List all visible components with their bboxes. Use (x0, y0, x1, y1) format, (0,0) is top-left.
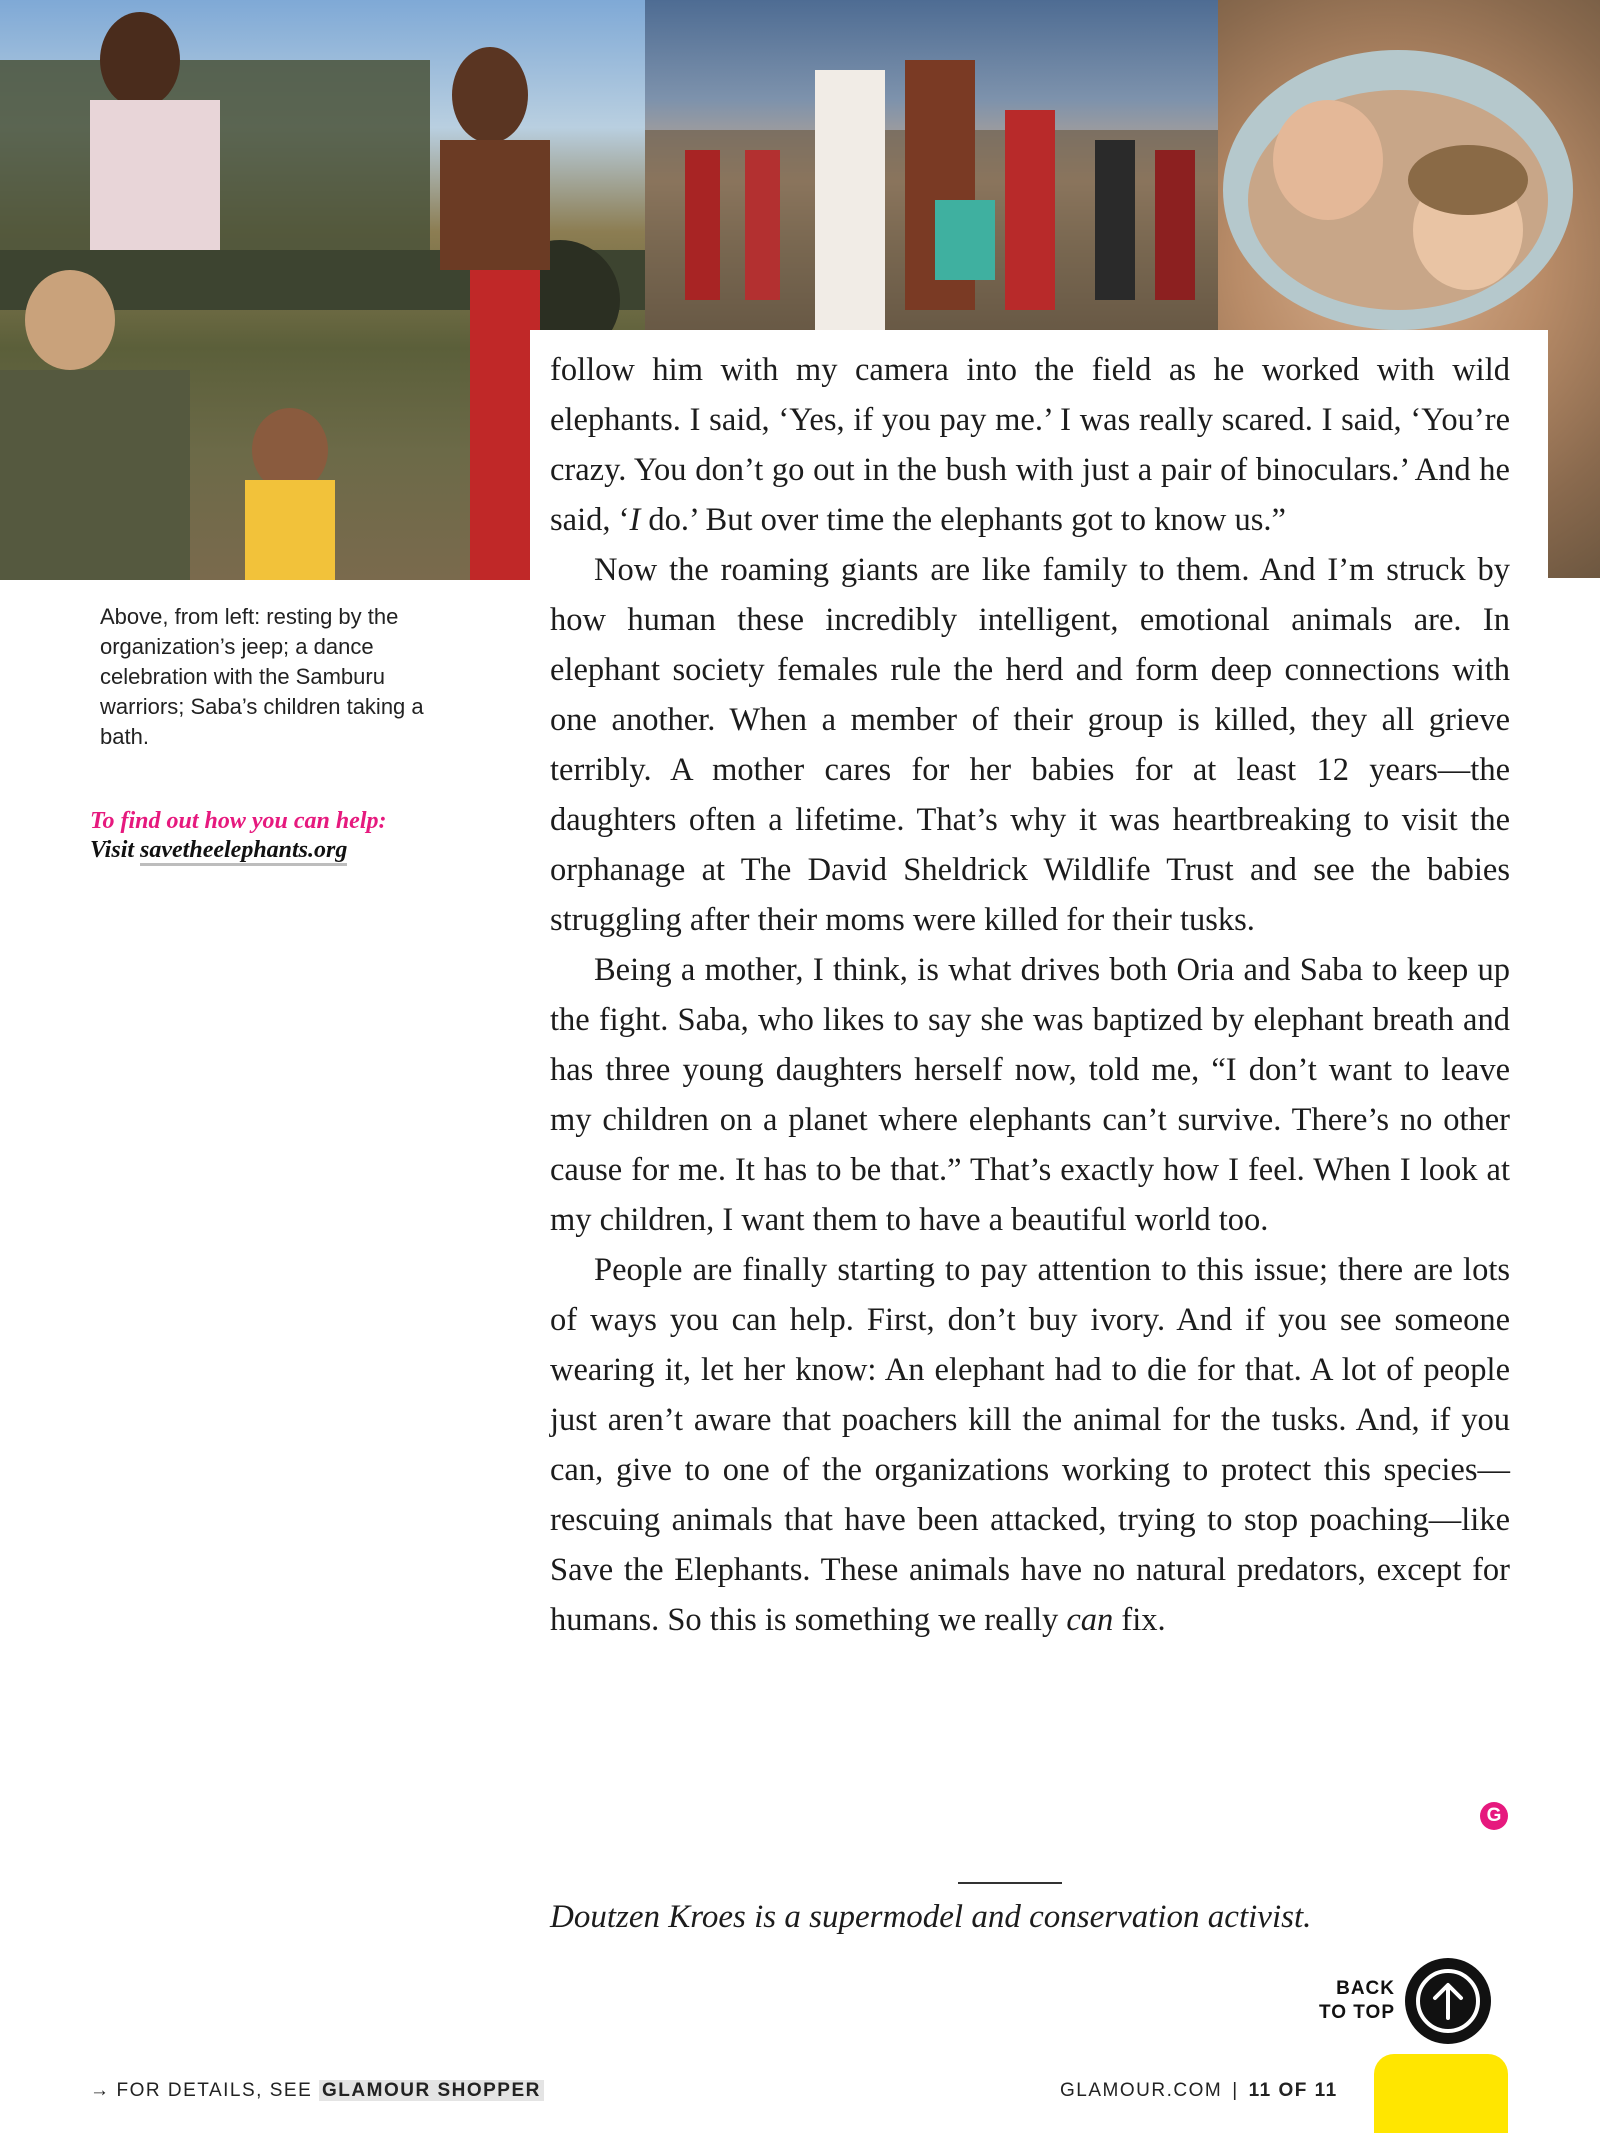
author-bio: Doutzen Kroes is a supermodel and conservation activist. (550, 1899, 1312, 1935)
glamour-shopper-link[interactable]: GLAMOUR SHOPPER (319, 2080, 544, 2101)
photo-dance-illustration (645, 0, 1218, 330)
article-paragraph-1-text: follow him with my camera into the field as he worked with wild elephants. I said, ‘Yes, if you pay me.’ I was really scared. I said, ‘You’re crazy. You don’t go out in the bush with just a pair of binoculars.’ And he said, ‘ (550, 352, 1510, 538)
article-paragraph-1-end: do.’ But over time the elephants got to know us.” (640, 502, 1286, 538)
page-indicator: 11 OF 11 (1248, 2080, 1338, 2101)
footer-details (90, 2080, 544, 2102)
help-visit-label: Visit (90, 837, 141, 863)
glamour-g-icon: G (1480, 1802, 1508, 1830)
article-paragraph-3: Being a mother, I think, is what drives both Oria and Saba to keep up the fight. Saba, who likes to say she was baptized by elephant breath and has three young daughters herself now, told me, “I don’t want to leave my children on a planet where elephants can’t survive. There’s no other cause for me. It has to be that.” That’s exactly how I feel. When I look at my children, I want them to have a beautiful world too. (550, 952, 1510, 1238)
back-to-top-label[interactable] (1295, 1977, 1395, 2025)
article-paragraph-2: Now the roaming giants are like family to them. And I’m struck by how human these incredibly intelligent, emotional animals are. In elephant society females rule the herd and form deep connections with one another. When a member of their group is killed, they all grieve terribly. A mother cares for her babies for at least 12 years—the daughters often a lifetime. That’s why it was heartbreaking to visit the orphanage at The David Sheldrick Wildlife Trust and see the babies struggling after their moms were killed for their tusks. (550, 552, 1510, 938)
bio-divider (958, 1882, 1062, 1884)
back-to-top-line1: BACK (1336, 1978, 1395, 1999)
arrow-right-icon: → (90, 2080, 111, 2101)
footer-details-text: FOR DETAILS, SEE (116, 2080, 320, 2101)
article-paragraph-4-text: People are finally starting to pay attention to this issue; there are lots of ways you can help. First, don’t buy ivory. And if you see someone wearing it, let her know: An elephant had to die for that. A lot of people just aren’t aware that poachers kill the animal for the tusks. And, if you can, give to one of the organizations working to protect this species—rescuing animals that have been attacked, trying to stop poaching—like Save the Elephants. These animals have no natural predators, except for humans. So this is something we really (550, 1252, 1510, 1638)
page-tab[interactable] (1374, 2054, 1508, 2133)
back-to-top-button[interactable] (1405, 1958, 1491, 2044)
article-paragraph-1-emphasis: I (629, 502, 641, 538)
back-to-top-line2: TO TOP (1318, 2002, 1395, 2023)
article-body (550, 345, 1510, 1645)
photo-dance (645, 0, 1218, 330)
footer-site[interactable]: GLAMOUR.COM (1060, 2080, 1223, 2101)
article-paragraph-1 (550, 345, 1510, 545)
end-mark (1480, 1802, 1508, 1830)
help-link[interactable]: savetheelephants.org (140, 837, 347, 866)
footer-pagination (1060, 2080, 1338, 2102)
footer-separator: | (1232, 2080, 1239, 2101)
article-paragraph-4-end: fix. (1113, 1602, 1166, 1638)
arrow-up-circle-icon (1405, 1958, 1491, 2044)
article-paragraph-4-emphasis: can (1066, 1602, 1114, 1638)
help-heading: To find out how you can help: (90, 808, 387, 834)
article-paragraph-4 (550, 1245, 1510, 1645)
help-visit (90, 837, 490, 864)
photo-caption: Above, from left: resting by the organization’s jeep; a dance celebration with the Samburu warriors; Saba’s children taking a bath. (100, 604, 424, 749)
